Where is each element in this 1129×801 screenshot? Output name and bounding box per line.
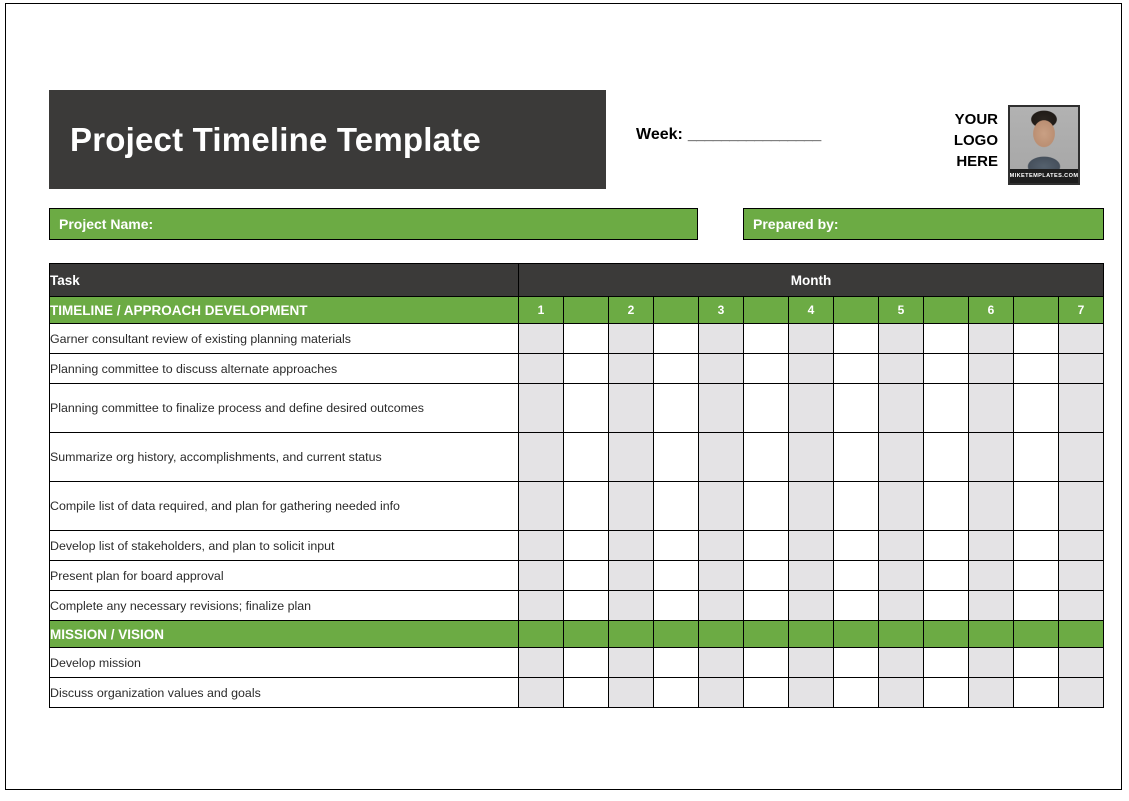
timeline-cell[interactable] — [564, 531, 609, 561]
timeline-cell[interactable] — [609, 354, 654, 384]
section-header-row — [50, 297, 1104, 324]
section-spacer-cell — [924, 297, 969, 324]
section-spacer-cell — [1059, 621, 1104, 648]
section-label: TIMELINE / APPROACH DEVELOPMENT — [50, 297, 519, 324]
month-number-cell: 7 — [1059, 297, 1104, 324]
task-label: Complete any necessary revisions; finalize plan — [50, 591, 519, 621]
timeline-cell[interactable] — [519, 678, 564, 708]
timeline-cell[interactable] — [834, 531, 879, 561]
timeline-cell[interactable] — [519, 648, 564, 678]
timeline-cell[interactable] — [1014, 531, 1059, 561]
timeline-cell[interactable] — [699, 324, 744, 354]
timeline-cell[interactable] — [609, 433, 654, 482]
timeline-cell[interactable] — [699, 648, 744, 678]
timeline-cell[interactable] — [789, 482, 834, 531]
timeline-cell[interactable] — [564, 591, 609, 621]
month-number-cell: 2 — [609, 297, 654, 324]
timeline-cell[interactable] — [699, 384, 744, 433]
timeline-cell[interactable] — [654, 354, 699, 384]
month-number-cell: 3 — [699, 297, 744, 324]
table-row — [50, 433, 1104, 482]
timeline-cell[interactable] — [1059, 591, 1104, 621]
timeline-cell[interactable] — [924, 591, 969, 621]
timeline-cell[interactable] — [1014, 561, 1059, 591]
timeline-cell[interactable] — [1059, 561, 1104, 591]
timeline-table — [49, 263, 1104, 708]
timeline-cell[interactable] — [564, 648, 609, 678]
month-number-cell: 6 — [969, 297, 1014, 324]
month-number-cell: 4 — [789, 297, 834, 324]
timeline-cell[interactable] — [789, 561, 834, 591]
month-number-cell: 1 — [519, 297, 564, 324]
task-column-header: Task — [50, 264, 519, 297]
week-label: Week: — [636, 126, 683, 143]
section-spacer-cell — [1014, 297, 1059, 324]
timeline-cell[interactable] — [834, 648, 879, 678]
timeline-cell[interactable] — [744, 591, 789, 621]
timeline-cell[interactable] — [654, 678, 699, 708]
section-spacer-cell — [789, 621, 834, 648]
timeline-cell[interactable] — [609, 561, 654, 591]
section-spacer-cell — [924, 621, 969, 648]
month-column-header: Month — [519, 264, 1104, 297]
task-label: Planning committee to discuss alternate approaches — [50, 354, 519, 384]
page-title: Project Timeline Template — [70, 120, 481, 158]
timeline-cell[interactable] — [1059, 482, 1104, 531]
timeline-cell[interactable] — [789, 384, 834, 433]
timeline-cell[interactable] — [879, 433, 924, 482]
timeline-cell[interactable] — [969, 354, 1014, 384]
timeline-cell[interactable] — [609, 678, 654, 708]
table-row — [50, 591, 1104, 621]
task-label: Discuss organization values and goals — [50, 678, 519, 708]
timeline-cell[interactable] — [744, 433, 789, 482]
document-header — [49, 90, 1104, 194]
timeline-cell[interactable] — [564, 482, 609, 531]
section-spacer-cell — [969, 621, 1014, 648]
table-row — [50, 482, 1104, 531]
timeline-cell[interactable] — [789, 678, 834, 708]
timeline-cell[interactable] — [789, 591, 834, 621]
timeline-cell[interactable] — [969, 531, 1014, 561]
timeline-cell[interactable] — [564, 354, 609, 384]
timeline-cell[interactable] — [699, 561, 744, 591]
timeline-cell[interactable] — [744, 354, 789, 384]
project-name-label: Project Name: — [59, 216, 154, 232]
timeline-cell[interactable] — [654, 531, 699, 561]
timeline-cell[interactable] — [699, 531, 744, 561]
portrait-photo-icon — [1010, 107, 1078, 169]
timeline-cell[interactable] — [1059, 324, 1104, 354]
task-label: Develop mission — [50, 648, 519, 678]
timeline-cell[interactable] — [879, 648, 924, 678]
timeline-cell[interactable] — [969, 482, 1014, 531]
logo-photo — [1008, 105, 1080, 185]
week-field[interactable] — [636, 126, 821, 144]
timeline-cell[interactable] — [609, 531, 654, 561]
timeline-cell[interactable] — [834, 678, 879, 708]
table-row — [50, 648, 1104, 678]
timeline-cell[interactable] — [879, 561, 924, 591]
timeline-cell[interactable] — [969, 678, 1014, 708]
table-header-row — [50, 264, 1104, 297]
timeline-cell[interactable] — [1059, 531, 1104, 561]
timeline-cell[interactable] — [744, 678, 789, 708]
timeline-cell[interactable] — [1014, 354, 1059, 384]
timeline-cell[interactable] — [1014, 678, 1059, 708]
timeline-cell[interactable] — [1059, 678, 1104, 708]
section-label: MISSION / VISION — [50, 621, 519, 648]
timeline-cell[interactable] — [879, 354, 924, 384]
timeline-cell[interactable] — [924, 648, 969, 678]
section-spacer-cell — [699, 621, 744, 648]
table-row — [50, 531, 1104, 561]
timeline-cell[interactable] — [834, 384, 879, 433]
timeline-cell[interactable] — [834, 482, 879, 531]
timeline-cell[interactable] — [969, 561, 1014, 591]
photo-caption: MIKETEMPLATES.COM — [1010, 169, 1078, 183]
section-spacer-cell — [744, 621, 789, 648]
timeline-cell[interactable] — [1014, 433, 1059, 482]
timeline-cell[interactable] — [609, 591, 654, 621]
timeline-cell[interactable] — [654, 482, 699, 531]
prepared-by-label: Prepared by: — [753, 216, 839, 232]
timeline-cell[interactable] — [654, 324, 699, 354]
table-row — [50, 384, 1104, 433]
timeline-cell[interactable] — [519, 354, 564, 384]
prepared-by-field[interactable] — [743, 208, 1104, 240]
logo-placeholder — [933, 105, 1105, 186]
task-label: Develop list of stakeholders, and plan to solicit input — [50, 531, 519, 561]
timeline-cell[interactable] — [1059, 648, 1104, 678]
timeline-cell[interactable] — [654, 433, 699, 482]
timeline-cell[interactable] — [1014, 591, 1059, 621]
timeline-cell[interactable] — [1059, 384, 1104, 433]
task-label: Garner consultant review of existing planning materials — [50, 324, 519, 354]
timeline-cell[interactable] — [969, 384, 1014, 433]
section-spacer-cell — [654, 621, 699, 648]
table-row — [50, 324, 1104, 354]
section-spacer-cell — [1014, 621, 1059, 648]
timeline-cell[interactable] — [789, 531, 834, 561]
timeline-cell[interactable] — [654, 561, 699, 591]
timeline-cell[interactable] — [654, 384, 699, 433]
timeline-cell[interactable] — [609, 648, 654, 678]
timeline-cell[interactable] — [789, 324, 834, 354]
timeline-cell[interactable] — [969, 648, 1014, 678]
timeline-cell[interactable] — [564, 678, 609, 708]
timeline-cell[interactable] — [699, 678, 744, 708]
section-spacer-cell — [564, 297, 609, 324]
month-number-cell: 5 — [879, 297, 924, 324]
timeline-cell[interactable] — [969, 324, 1014, 354]
section-spacer-cell — [654, 297, 699, 324]
section-header-row — [50, 621, 1104, 648]
timeline-cell[interactable] — [924, 354, 969, 384]
timeline-cell[interactable] — [789, 354, 834, 384]
task-label: Planning committee to finalize process and define desired outcomes — [50, 384, 519, 433]
timeline-cell[interactable] — [744, 531, 789, 561]
timeline-cell[interactable] — [564, 384, 609, 433]
timeline-cell[interactable] — [519, 482, 564, 531]
timeline-cell[interactable] — [924, 324, 969, 354]
timeline-cell[interactable] — [1014, 324, 1059, 354]
section-spacer-cell — [879, 621, 924, 648]
section-spacer-cell — [519, 621, 564, 648]
timeline-cell[interactable] — [744, 324, 789, 354]
timeline-cell[interactable] — [834, 354, 879, 384]
task-label: Present plan for board approval — [50, 561, 519, 591]
timeline-cell[interactable] — [609, 482, 654, 531]
task-label: Compile list of data required, and plan for gathering needed info — [50, 482, 519, 531]
logo-line-1: YOUR — [954, 111, 998, 128]
logo-line-3: HERE — [956, 153, 998, 170]
info-bar-group — [49, 208, 1104, 240]
timeline-cell[interactable] — [834, 324, 879, 354]
timeline-cell[interactable] — [969, 591, 1014, 621]
timeline-cell[interactable] — [879, 384, 924, 433]
table-row — [50, 678, 1104, 708]
timeline-cell[interactable] — [879, 591, 924, 621]
timeline-cell[interactable] — [924, 482, 969, 531]
timeline-cell[interactable] — [744, 384, 789, 433]
section-spacer-cell — [834, 621, 879, 648]
timeline-cell[interactable] — [519, 591, 564, 621]
timeline-cell[interactable] — [564, 561, 609, 591]
timeline-cell[interactable] — [744, 648, 789, 678]
timeline-cell[interactable] — [924, 433, 969, 482]
logo-placeholder-text — [933, 105, 998, 172]
task-label: Summarize org history, accomplishments, and current status — [50, 433, 519, 482]
timeline-cell[interactable] — [924, 561, 969, 591]
title-banner — [49, 90, 606, 189]
timeline-cell[interactable] — [654, 591, 699, 621]
week-blank-line[interactable]: ________________ — [687, 126, 821, 143]
section-spacer-cell — [834, 297, 879, 324]
timeline-cell[interactable] — [1014, 482, 1059, 531]
timeline-cell[interactable] — [609, 324, 654, 354]
timeline-cell[interactable] — [1059, 433, 1104, 482]
timeline-cell[interactable] — [834, 591, 879, 621]
timeline-cell[interactable] — [699, 591, 744, 621]
timeline-cell[interactable] — [699, 354, 744, 384]
timeline-cell[interactable] — [969, 433, 1014, 482]
section-spacer-cell — [744, 297, 789, 324]
timeline-cell[interactable] — [879, 678, 924, 708]
timeline-cell[interactable] — [609, 384, 654, 433]
timeline-cell[interactable] — [744, 482, 789, 531]
timeline-cell[interactable] — [519, 384, 564, 433]
timeline-cell[interactable] — [924, 678, 969, 708]
timeline-cell[interactable] — [834, 433, 879, 482]
timeline-cell[interactable] — [654, 648, 699, 678]
timeline-cell[interactable] — [789, 433, 834, 482]
timeline-cell[interactable] — [879, 531, 924, 561]
timeline-cell[interactable] — [879, 482, 924, 531]
timeline-cell[interactable] — [789, 648, 834, 678]
timeline-cell[interactable] — [564, 433, 609, 482]
timeline-cell[interactable] — [699, 433, 744, 482]
timeline-cell[interactable] — [564, 324, 609, 354]
project-name-field[interactable] — [49, 208, 698, 240]
timeline-cell[interactable] — [924, 531, 969, 561]
timeline-cell[interactable] — [1059, 354, 1104, 384]
timeline-cell[interactable] — [879, 324, 924, 354]
timeline-cell[interactable] — [699, 482, 744, 531]
timeline-cell[interactable] — [519, 433, 564, 482]
table-row — [50, 354, 1104, 384]
section-spacer-cell — [609, 621, 654, 648]
table-row — [50, 561, 1104, 591]
timeline-cell[interactable] — [924, 384, 969, 433]
timeline-cell[interactable] — [1014, 384, 1059, 433]
timeline-cell[interactable] — [1014, 648, 1059, 678]
timeline-cell[interactable] — [744, 561, 789, 591]
timeline-cell[interactable] — [519, 324, 564, 354]
timeline-cell[interactable] — [519, 531, 564, 561]
timeline-cell[interactable] — [519, 561, 564, 591]
section-spacer-cell — [564, 621, 609, 648]
logo-line-2: LOGO — [953, 132, 998, 149]
timeline-cell[interactable] — [834, 561, 879, 591]
page-sheet — [5, 3, 1122, 790]
